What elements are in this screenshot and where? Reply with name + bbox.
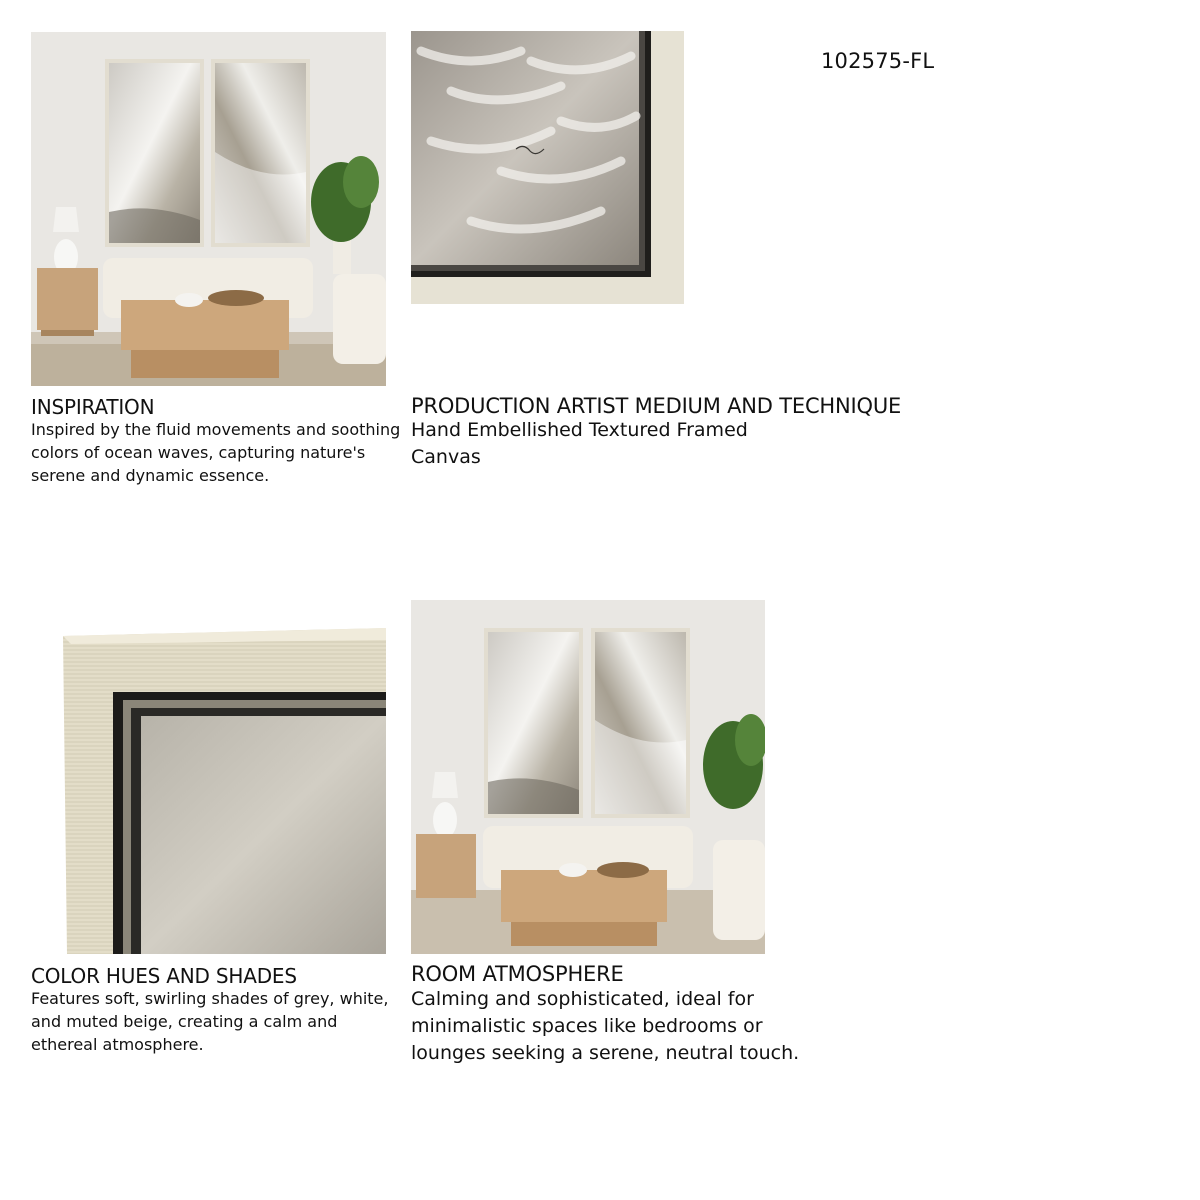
room-heading: ROOM ATMOSPHERE	[411, 962, 624, 986]
color-line: ethereal atmosphere.	[31, 1035, 204, 1054]
room-atmosphere-photo	[411, 600, 765, 954]
inspiration-text	[31, 418, 400, 487]
inspiration-line: serene and dynamic essence.	[31, 466, 270, 485]
room-line: Calming and sophisticated, ideal for	[411, 988, 754, 1010]
color-text	[31, 987, 388, 1056]
room-line: lounges seeking a serene, neutral touch.	[411, 1042, 800, 1064]
room-scene-photo	[31, 32, 386, 386]
inspiration-line: colors of ocean waves, capturing nature's	[31, 443, 366, 462]
color-heading: COLOR HUES AND SHADES	[31, 964, 297, 988]
production-line: Hand Embellished Textured Framed	[411, 419, 748, 441]
color-line: Features soft, swirling shades of grey, white,	[31, 989, 389, 1008]
production-heading: PRODUCTION ARTIST MEDIUM AND TECHNIQUE	[411, 394, 902, 418]
production-line: Canvas	[411, 446, 481, 468]
inspiration-heading: INSPIRATION	[31, 395, 155, 419]
frame-texture-closeup	[31, 600, 386, 954]
color-line: and muted beige, creating a calm and	[31, 1012, 338, 1031]
room-text	[411, 986, 799, 1067]
product-sku: 102575-FL	[821, 49, 935, 73]
production-text	[411, 417, 748, 471]
frame-corner-closeup	[411, 31, 684, 304]
room-line: minimalistic spaces like bedrooms or	[411, 1015, 763, 1037]
inspiration-line: Inspired by the fluid movements and soothing	[31, 420, 401, 439]
